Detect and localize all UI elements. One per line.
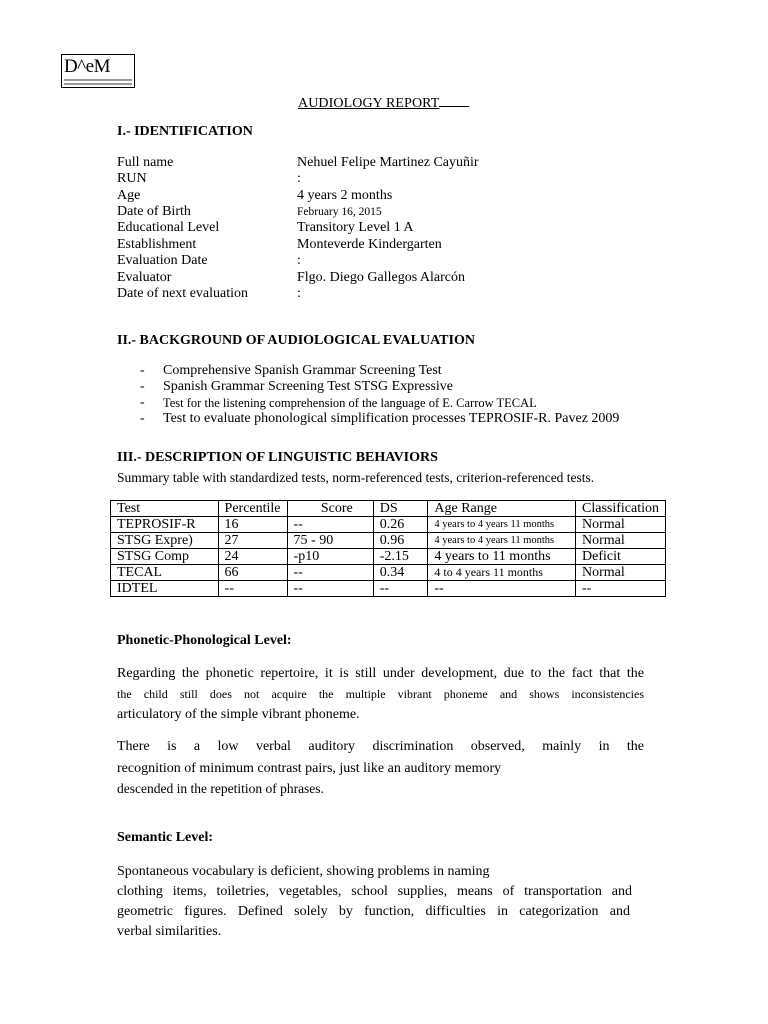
- phonetic-paragraph-2-line-2: recognition of minimum contrast pairs, just like an auditory memory: [117, 761, 502, 776]
- semantic-paragraph-line-1: Spontaneous vocabulary is deficient, showing problems in naming: [117, 864, 490, 879]
- logo-subline: [64, 83, 132, 85]
- phonetic-heading: Phonetic-Phonological Level:: [117, 633, 292, 648]
- id-row-date-of-birth: Date of Birth February 16, 2015: [117, 204, 382, 219]
- table-header-row: Test Percentile Score DS Age Range Classification: [111, 501, 666, 517]
- id-row-educational-level: Educational Level Transitory Level 1 A: [117, 220, 414, 235]
- id-row-evaluation-date: Evaluation Date :: [117, 253, 301, 268]
- semantic-paragraph-line-3: geometric figures. Defined solely by function, difficulties in categorization and: [117, 904, 630, 919]
- list-item: - Test to evaluate phonological simplification processes TEPROSIF-R. Pavez 2009: [140, 411, 620, 426]
- logo-text: D^eM: [64, 56, 110, 77]
- semantic-heading: Semantic Level:: [117, 830, 214, 845]
- logo: [61, 54, 135, 88]
- background-heading: II.- BACKGROUND OF AUDIOLOGICAL EVALUATION: [117, 333, 475, 348]
- linguistic-heading: III.- DESCRIPTION OF LINGUISTIC BEHAVIORS: [117, 450, 438, 465]
- summary-text: Summary table with standardized tests, norm-referenced tests, criterion-referenced tests.: [117, 470, 595, 485]
- semantic-paragraph-line-2: clothing items, toiletries, vegetables, school supplies, means of transportation and: [117, 884, 632, 899]
- phonetic-paragraph-1-line-2: the child still does not acquire the multiple vibrant phoneme and shows inconsistencies: [117, 687, 644, 701]
- phonetic-paragraph-2-line-3: descended in the repetition of phrases.: [117, 781, 324, 796]
- results-table: [110, 500, 666, 597]
- list-item: - Comprehensive Spanish Grammar Screening Test: [140, 363, 442, 378]
- semantic-paragraph-line-4: verbal similarities.: [117, 924, 222, 939]
- table-row: TECAL 66 -- 0.34 4 to 4 years 11 months Normal: [111, 565, 666, 581]
- table-row: IDTEL -- -- -- -- --: [111, 581, 666, 597]
- logo-subline: [64, 79, 132, 81]
- report-title: AUDIOLOGY REPORT: [298, 94, 469, 112]
- list-item: - Spanish Grammar Screening Test STSG Expressive: [140, 379, 453, 394]
- phonetic-paragraph-1-line-3: articulatory of the simple vibrant phoneme.: [117, 707, 360, 722]
- table-row: TEPROSIF-R 16 -- 0.26 4 years to 4 years 11 months Normal: [111, 517, 666, 533]
- table-row: STSG Comp 24 -p10 -2.15 4 years to 11 months Deficit: [111, 549, 666, 565]
- phonetic-paragraph-2-line-1: There is a low verbal auditory discrimination observed, mainly in the: [117, 739, 644, 754]
- id-row-age: Age 4 years 2 months: [117, 188, 393, 203]
- identification-heading: I.- IDENTIFICATION: [117, 124, 253, 139]
- phonetic-paragraph-1-line-1: Regarding the phonetic repertoire, it is still under development, due to the fact that the: [117, 666, 644, 681]
- list-item: - Test for the listening comprehension of the language of E. Carrow TECAL: [140, 395, 537, 410]
- id-row-full-name: Full name Nehuel Felipe Martinez Cayuñir: [117, 155, 479, 170]
- id-row-next-evaluation: Date of next evaluation :: [117, 286, 301, 301]
- id-row-run: RUN :: [117, 171, 301, 186]
- id-row-evaluator: Evaluator Flgo. Diego Gallegos Alarcón: [117, 270, 465, 285]
- id-row-establishment: Establishment Monteverde Kindergarten: [117, 237, 442, 252]
- table-row: STSG Expre) 27 75 - 90 0.96 4 years to 4 years 11 months Normal: [111, 533, 666, 549]
- background-test-list: [140, 363, 619, 427]
